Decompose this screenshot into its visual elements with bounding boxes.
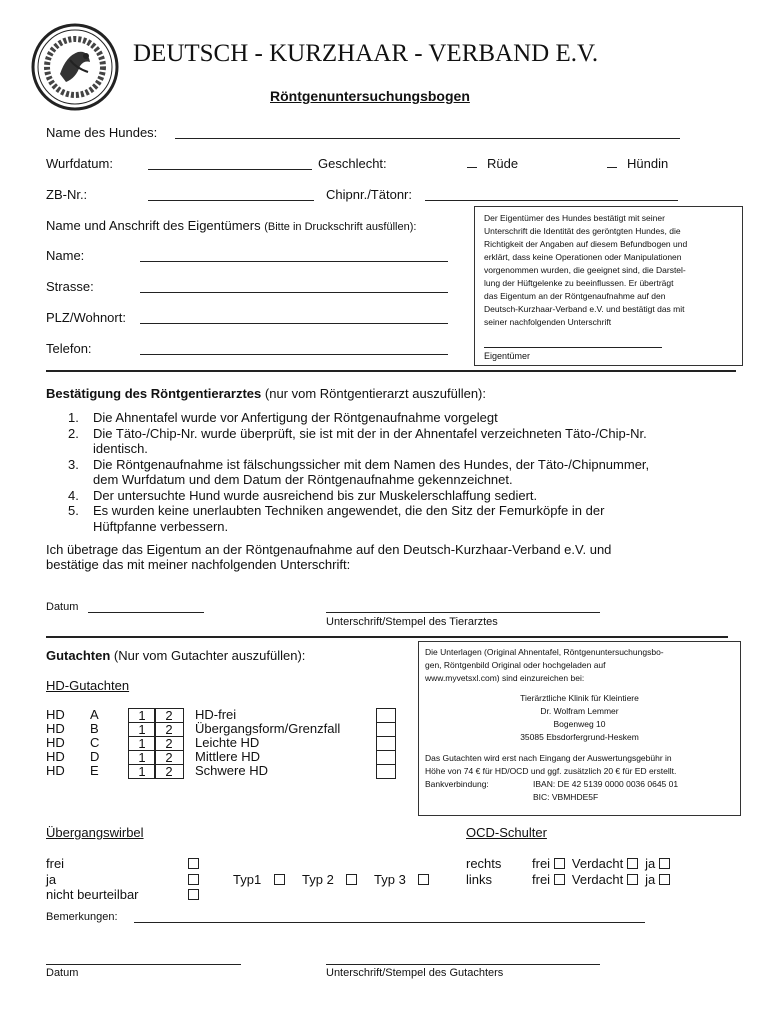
ocd-left-suspect-checkbox[interactable] — [627, 874, 638, 885]
ocd-suspect-label: Verdacht — [571, 856, 624, 871]
owner-city-field[interactable] — [140, 323, 448, 324]
vet-checklist — [68, 410, 649, 534]
vet-heading — [46, 386, 486, 401]
hd-side-1[interactable]: 1 — [128, 722, 156, 737]
item-text: Die Ahnentafel wurde vor Anfertigung der Röntgenaufnahme vorgelegt — [93, 410, 498, 425]
declaration-line: lung der Hüftgelenke zu beeinflussen. Er überträgt — [484, 278, 674, 288]
remarks-label: Bemerkungen: — [46, 911, 118, 923]
transitional-yes-label: ja — [46, 872, 57, 887]
transitional-yes-checkbox[interactable] — [188, 874, 199, 885]
owner-city-label: PLZ/Wohnort: — [46, 310, 126, 325]
dog-name-label: Name des Hundes: — [46, 125, 158, 140]
declaration-line: Deutsch-Kurzhaar-Verband e.V. und bestätigt das mit — [484, 304, 685, 314]
item-text: Es wurden keine unerlaubten Techniken angewendet, die den Sitz der Femurköpfe in der — [93, 503, 605, 518]
hd-side-1[interactable]: 1 — [128, 750, 156, 765]
form-subtitle: Röntgenuntersuchungsbogen — [270, 88, 470, 104]
hd-side-2[interactable]: 2 — [154, 750, 184, 765]
info-line: www.myvetsxl.com) sind einzureichen bei: — [425, 673, 585, 683]
ocd-free-label: frei — [532, 872, 551, 887]
male-label: Rüde — [487, 156, 519, 171]
birth-date-field[interactable] — [148, 169, 312, 170]
hd-side-1[interactable]: 1 — [128, 764, 156, 779]
declaration-line: Unterschrift die Identität des geröntgten Hundes, die — [484, 226, 681, 236]
list-item — [68, 426, 649, 442]
list-item — [68, 488, 649, 504]
type-2-checkbox[interactable] — [346, 874, 357, 885]
assessment-heading — [46, 648, 305, 663]
declaration-line: Der Eigentümer des Hundes bestätigt mit seiner — [484, 213, 665, 223]
declaration-line: seiner nachfolgenden Unterschrift — [484, 317, 612, 327]
owner-heading — [46, 218, 416, 233]
ocd-free-label: frei — [532, 856, 551, 871]
transitional-free-checkbox[interactable] — [188, 858, 199, 869]
fee-line: Das Gutachten wird erst nach Eingang der Auswertungsgebühr in — [425, 753, 672, 763]
assessment-heading-note: (Nur vom Gutachter auszufüllen): — [113, 648, 306, 663]
hd-side-2[interactable]: 2 — [154, 764, 184, 779]
chip-number-label: Chipnr./Tätonr: — [326, 187, 412, 202]
list-item-cont: dem Wurfdatum und dem Datum der Röntgenaufnahme gekennzeichnet. — [93, 472, 513, 487]
type-3-label: Typ 3 — [374, 872, 406, 887]
ocd-yes-label: ja — [645, 856, 656, 871]
clinic-address — [419, 692, 740, 744]
owner-signature-field[interactable] — [484, 347, 662, 348]
submission-info-box — [418, 641, 741, 816]
vet-signature-field[interactable] — [326, 612, 600, 613]
owner-signature-label: Eigentümer — [484, 351, 531, 361]
clinic-line: 35085 Ebsdorfergrund-Heskem — [520, 732, 639, 742]
remarks-field[interactable] — [134, 922, 645, 923]
vet-heading-text: Bestätigung des Röntgentierarztes — [46, 386, 262, 401]
hd-grade: C — [90, 735, 100, 750]
ocd-row-left — [466, 872, 670, 887]
hd-side-2[interactable]: 2 — [154, 708, 184, 723]
birth-date-label: Wurfdatum: — [46, 156, 113, 171]
ocd-right-suspect-checkbox[interactable] — [627, 858, 638, 869]
item-text: Der untersuchte Hund wurde ausreichend bis zur Muskelerschlaffung sediert. — [93, 487, 538, 503]
male-checkbox[interactable] — [467, 167, 477, 168]
transitional-free-label: frei — [46, 856, 65, 871]
list-item — [68, 503, 649, 519]
type-2-label: Typ 2 — [302, 872, 334, 887]
assessor-date-label: Datum — [46, 967, 79, 979]
assessor-signature-label: Unterschrift/Stempel des Gutachters — [326, 967, 504, 979]
ocd-left-free-checkbox[interactable] — [554, 874, 565, 885]
hd-label: Mittlere HD — [195, 749, 261, 764]
hd-label: Schwere HD — [195, 763, 268, 778]
sex-label: Geschlecht: — [318, 156, 387, 171]
owner-name-field[interactable] — [140, 261, 448, 262]
owner-declaration-text — [484, 212, 687, 329]
declaration-line: vorgenommen wurden, die geeignet sind, die Darstel- — [484, 265, 686, 275]
zb-number-field[interactable] — [148, 200, 314, 201]
zb-number-label: ZB-Nr.: — [46, 187, 88, 202]
bic-line: BIC: VBMHDE5F — [533, 792, 599, 802]
hd-checkbox[interactable] — [376, 764, 396, 779]
chip-number-field[interactable] — [425, 200, 678, 201]
hd-side-1[interactable]: 1 — [128, 708, 156, 723]
owner-phone-field[interactable] — [140, 354, 448, 355]
owner-name-label: Name: — [46, 248, 85, 263]
transitional-na-checkbox[interactable] — [188, 889, 199, 900]
dog-name-field[interactable] — [175, 138, 680, 139]
hd-grade: D — [90, 749, 100, 764]
hd-code: HD — [46, 707, 65, 722]
hd-label: HD-frei — [195, 707, 237, 722]
transfer-text-2: bestätige das mit meiner nachfolgenden Unterschrift: — [46, 557, 351, 572]
declaration-line: Richtigkeit der Angaben auf diesem Befundbogen und — [484, 239, 688, 249]
list-item — [68, 410, 649, 426]
assessor-date-field[interactable] — [46, 964, 241, 965]
hd-grade: E — [90, 763, 99, 778]
type-1-checkbox[interactable] — [274, 874, 285, 885]
ocd-side: rechts — [466, 856, 502, 871]
type-3-checkbox[interactable] — [418, 874, 429, 885]
clinic-line: Dr. Wolfram Lemmer — [540, 706, 619, 716]
ocd-suspect-label: Verdacht — [571, 872, 624, 887]
transfer-text-1: Ich übetrage das Eigentum an der Röntgenaufnahme auf den Deutsch-Kurzhaar-Verband e.V. und — [46, 542, 612, 557]
declaration-line: erklärt, dass keine Operationen oder Manipulationen — [484, 252, 682, 262]
item-number: 2. — [68, 425, 79, 441]
info-line: gen, Röntgenbild Original oder hochgeladen auf — [425, 660, 606, 670]
info-text — [425, 646, 664, 685]
ocd-right-free-checkbox[interactable] — [554, 858, 565, 869]
hd-grade: B — [90, 721, 99, 736]
info-line: Die Unterlagen (Original Ahnentafel, Röntgenuntersuchungsbo- — [425, 647, 664, 657]
hd-side-2[interactable]: 2 — [154, 736, 184, 751]
assessor-signature-field[interactable] — [326, 964, 600, 965]
item-number: 3. — [68, 456, 79, 472]
vet-heading-note: (nur vom Röntgentierarzt auszufüllen): — [264, 386, 486, 401]
clinic-line: Tierärztliche Klinik für Kleintiere — [520, 693, 639, 703]
declaration-line: das Eigentum an der Röntgenaufnahme auf den — [484, 291, 666, 301]
female-label: Hündin — [627, 156, 669, 171]
female-checkbox[interactable] — [607, 167, 617, 168]
hd-label: Leichte HD — [195, 735, 260, 750]
hd-label: Übergangsform/Grenzfall — [195, 721, 341, 736]
item-text: Die Röntgenaufnahme ist fälschungssicher mit dem Namen des Hundes, der Täto-/Chipnummer, — [93, 456, 650, 472]
ocd-yes-label: ja — [645, 872, 656, 887]
transitional-na-label: nicht beurteilbar — [46, 887, 139, 902]
vet-signature-label: Unterschrift/Stempel des Tierarztes — [326, 616, 498, 628]
ocd-left-yes-checkbox[interactable] — [659, 874, 670, 885]
owner-declaration-box — [474, 206, 743, 366]
assessment-heading-text: Gutachten — [46, 648, 111, 663]
hd-side-1[interactable]: 1 — [128, 736, 156, 751]
hd-checkbox[interactable] — [376, 708, 396, 723]
owner-street-field[interactable] — [140, 292, 448, 293]
hd-code: HD — [46, 735, 65, 750]
club-logo — [30, 22, 120, 112]
hd-side-2[interactable]: 2 — [154, 722, 184, 737]
item-number: 4. — [68, 487, 79, 503]
owner-heading-text: Name und Anschrift des Eigentümers — [46, 218, 261, 233]
bank-label: Bankverbindung: — [425, 779, 489, 789]
clinic-line: Bogenweg 10 — [553, 719, 606, 729]
hd-code: HD — [46, 721, 65, 736]
item-number: 5. — [68, 503, 79, 518]
hd-checkbox[interactable] — [376, 722, 396, 737]
owner-phone-label: Telefon: — [46, 341, 92, 356]
transitional-heading: Übergangswirbel — [46, 825, 144, 840]
ocd-right-yes-checkbox[interactable] — [659, 858, 670, 869]
page-title: DEUTSCH - KURZHAAR - VERBAND E.V. — [133, 40, 599, 67]
bank-line — [425, 778, 678, 791]
hd-checkbox[interactable] — [376, 736, 396, 751]
ocd-heading: OCD-Schulter — [466, 825, 547, 840]
hd-code: HD — [46, 749, 65, 764]
fee-line: Höhe von 74 € für HD/OCD und ggf. zusätzlich 20 € für ED erstellt. — [425, 766, 677, 776]
ocd-side: links — [466, 872, 493, 887]
item-text: Die Täto-/Chip-Nr. wurde überprüft, sie ist mit der in der Ahnentafel verzeichneten Täto-/Chip-Nr. — [93, 425, 647, 441]
list-item-cont: identisch. — [93, 441, 148, 456]
section-divider — [46, 636, 728, 638]
list-item — [68, 457, 649, 473]
fee-text — [425, 752, 678, 804]
section-divider — [46, 370, 736, 372]
type-1-label: Typ1 — [233, 872, 262, 887]
hd-heading: HD-Gutachten — [46, 678, 130, 693]
vet-date-label: Datum — [46, 601, 79, 613]
owner-street-label: Strasse: — [46, 279, 94, 294]
item-number: 1. — [68, 410, 79, 425]
owner-heading-note: (Bitte in Druckschrift ausfüllen): — [264, 221, 417, 233]
hd-grade: A — [90, 707, 99, 722]
ocd-row-right — [466, 856, 670, 871]
iban: IBAN: DE 42 5139 0000 0036 0645 01 — [533, 779, 679, 789]
vet-date-field[interactable] — [88, 612, 204, 613]
list-item-cont: Hüftpfanne verbessern. — [93, 518, 229, 534]
hd-checkbox[interactable] — [376, 750, 396, 765]
hd-code: HD — [46, 763, 65, 778]
